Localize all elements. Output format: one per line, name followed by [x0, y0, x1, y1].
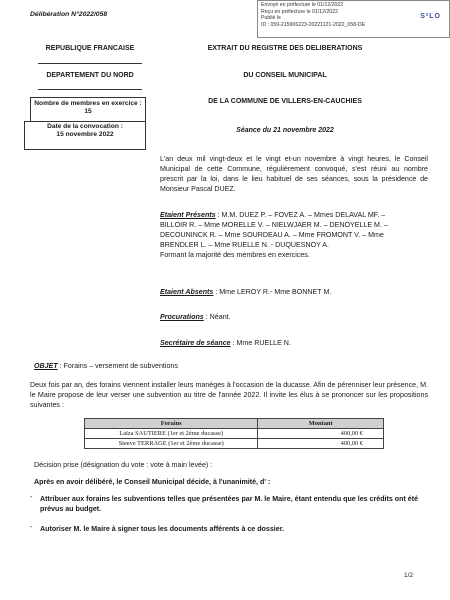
body-paragraph: Deux fois par an, des forains viennent installer leurs manèges à l'occasion de la ducasse. Afin de pérenniser leur présence, M. le Maire propose de leur verser une subvention au titre de l'année 2022. Il invite les élus à se prononcer sur les propositions suivantes :	[30, 381, 428, 409]
divider	[38, 89, 142, 90]
presents-block	[160, 210, 428, 260]
table-cell: Laïza SAUTIERE (1er et 2ème ducasse)	[85, 429, 258, 439]
fees-table	[84, 418, 384, 449]
members-count: Nombre de membres en exercice : 15	[34, 100, 142, 116]
table-row	[85, 429, 384, 439]
s2lo-logo: S²LO	[420, 13, 441, 20]
object-label: OBJET	[34, 362, 58, 370]
procurations-text: : Néant.	[203, 313, 231, 321]
bullet-dash: -	[30, 494, 33, 501]
object-text: : Forains – versement de subventions	[57, 362, 178, 370]
presents-line: BRENDLER L. – Mme RUELLE N. - DUQUESNOY A.	[160, 241, 329, 249]
table-header-cell: Montant	[258, 419, 384, 429]
table-header-cell: Forains	[85, 419, 258, 429]
absents-line	[160, 287, 428, 297]
convocation-label: Date de la convocation :	[47, 123, 123, 130]
stamp-line: Publié le	[261, 15, 281, 22]
decision-line: Après en avoir délibéré, le Conseil Municipal décide, à l'unanimité, d' :	[34, 478, 271, 486]
session-date: Séance du 21 novembre 2022	[236, 127, 334, 134]
council-title: DU CONSEIL MUNICIPAL	[243, 72, 327, 79]
procurations-line	[160, 312, 428, 322]
convocation-box	[24, 121, 146, 150]
procurations-label: Procurations	[160, 313, 204, 321]
secretary-text: : Mme RUELLE N.	[230, 339, 291, 347]
department-title: DEPARTEMENT DU NORD	[46, 72, 134, 79]
presents-line: : M.M. DUEZ P. – FOVEZ A. – Mmes DELAVAL MF. –	[215, 211, 386, 219]
intro-paragraph: L'an deux mil vingt-deux et le vingt et-un novembre à vingt heures, le Conseil Municipal de cette Commune, régulièrement convoqué, s'est réuni au nombre prescrit par la loi, dans le lieu habituel de ses séances, sous la présidence de Monsieur Pascal DUEZ.	[160, 155, 428, 193]
register-title: EXTRAIT DU REGISTRE DES DELIBERATIONS	[207, 45, 363, 52]
vote-mode: Décision prise (désignation du vote : vote à main levée) :	[34, 461, 213, 469]
deliberation-number: Délibération N°2022/058	[30, 11, 108, 18]
table-header-row	[85, 419, 384, 429]
table-cell: Steeve TERRAGE (1er et 2ème ducasse)	[85, 439, 258, 449]
table-cell: 400,00 €	[258, 429, 384, 439]
absents-text: : Mme LEROY R.- Mme BONNET M.	[213, 288, 332, 296]
decision-bullet: Attribuer aux forains les subventions telles que présentées par M. le Maire, étant entendu que les crédits ont été prévus au budget.	[40, 495, 419, 513]
object-line	[34, 361, 424, 371]
prefecture-stamp	[257, 0, 450, 38]
absents-label: Etaient Absents	[160, 288, 214, 296]
divider	[38, 63, 142, 64]
table-row	[85, 439, 384, 449]
presents-label: Etaient Présents	[160, 211, 216, 219]
convocation-date: 15 novembre 2022	[56, 131, 114, 139]
majority-line: Formant la majorité des membres en exercices.	[160, 251, 310, 259]
presents-line: DECOUNINCK R. – Mme SOURDEAU A. – Mme FROMONT V. – Mme	[160, 231, 384, 239]
secretary-label: Secrétaire de séance	[160, 339, 231, 347]
bullet-dash: -	[30, 524, 33, 531]
secretary-line	[160, 338, 428, 348]
page-number: 1/2	[404, 572, 414, 579]
commune-title: DE LA COMMUNE DE VILLERS-EN-CAUCHIES	[208, 98, 362, 105]
members-box	[30, 97, 146, 123]
stamp-line: Envoyé en préfecture le 01/12/2022	[261, 2, 344, 8]
stamp-line: ID : 059-215906223-20221121-2022_058-DE	[261, 21, 366, 28]
table-cell: 400,00 €	[258, 439, 384, 449]
decision-bullet: Autoriser M. le Maire à signer tous les documents afférents à ce dossier.	[40, 525, 285, 533]
presents-line: BILLOIR R. – Mme MORELLE V. – NIELWJAER M. – DENOYELLE M. –	[160, 221, 388, 229]
stamp-line: Reçu en préfecture le 01/12/2022	[261, 8, 339, 15]
republic-title: REPUBLIQUE FRANCAISE	[45, 45, 135, 52]
